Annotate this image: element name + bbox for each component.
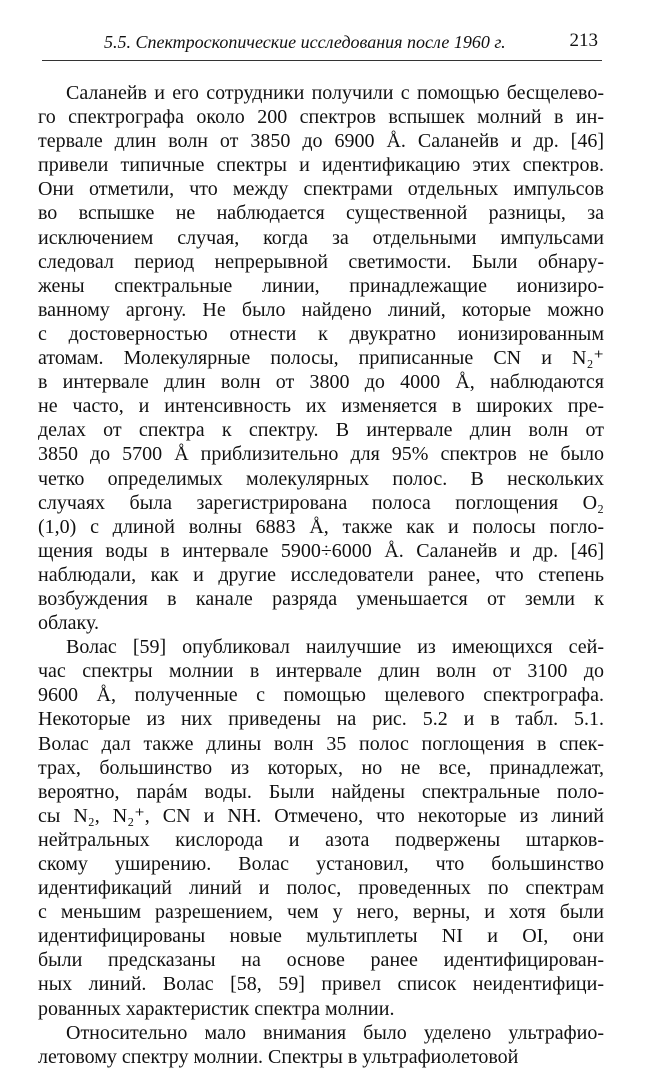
page-body [38,81,604,1069]
text-line: трах, большинство из которых, но не все, принадлежат, [38,756,604,779]
text-line: 3850 до 5700 Å приблизительно для 95% спектров не было [38,443,604,466]
text-line: жены спектральные линии, принадлежащие ионизиро- [38,274,604,297]
running-title: 5.5. Спектроскопические исследования после 1960 г. [104,32,506,52]
text-line: Относительно мало внимания было уделено ультрафио- [66,1021,604,1044]
page-number: 213 [569,30,598,51]
text-line: вероятно, парáм воды. Были найдены спектральные поло- [38,780,604,803]
text-line: с меньшим разрешением, чем у него, верны, и хотя были [38,901,604,924]
text-line: наблюдали, как и другие исследователи ранее, что степень [38,563,604,586]
text-line: атомам. Молекулярные полосы, приписанные CN и N₂⁺ [38,347,604,370]
paragraph-3 [38,1021,604,1069]
text-line: Саланейв и его сотрудники получили с помощью бесщелево- [66,82,604,104]
text-line: (1,0) с длиной волны 6883 Å, также как и полосы погло- [38,515,604,538]
text-line: были предсказаны на основе ранее идентифицирован- [38,949,604,972]
page-header [42,26,602,56]
text-line: в интервале длин волн от 3800 до 4000 Å, наблюдаются [38,371,604,394]
paragraph-2 [38,635,604,1021]
text-line: скому уширению. Волас установил, что большинство [38,853,604,875]
text-line: летовому спектру молнии. Спектры в ультрафиолетовой [38,1045,519,1068]
text-line: исключением случая, когда за отдельными импульсами [38,226,604,249]
text-line: го спектрографа около 200 спектров вспышек молний в ин- [38,106,604,129]
text-line: возбуждения в канале разряда уменьшается от земли к [38,587,604,610]
text-line: не часто, и интенсивность их изменяется в широких пре- [38,395,604,418]
text-line: облаку. [38,612,99,635]
text-line: с достоверностью отнести к двукратно ионизированным [38,322,604,345]
text-line: ванному аргону. Не было найдено линий, которые можно [38,298,604,321]
text-line: час спектры молнии в интервале длин волн от 3100 до [38,660,604,683]
text-line: во вспышке не наблюдается существенной разницы, за [38,202,604,225]
text-line: Некоторые из них приведены на рис. 5.2 и в табл. 5.1. [38,708,604,731]
text-line: четко определимых молекулярных полос. В нескольких [38,467,604,490]
text-line: щения воды в интервале 5900÷6000 Å. Саланейв и др. [46] [38,539,604,562]
text-line: Волас [59] опубликовал наилучшие из имеющихся сей- [66,636,604,659]
text-line: делах от спектра к спектру. В интервале длин волн от [38,419,604,442]
text-line: тервале длин волн от 3850 до 6900 Å. Саланейв и др. [46] [38,130,604,153]
text-line: Они отметили, что между спектрами отдельных импульсов [38,178,604,201]
text-line: ных линий. Волас [58, 59] привел список неидентифици- [38,973,604,996]
text-line: Волас дал также длины волн 35 полос поглощения в спек- [38,732,604,755]
text-line: 9600 Å, полученные с помощью щелевого спектрографа. [38,684,604,707]
text-line: сы N₂, N₂⁺, CN и NH. Отмечено, что некоторые из линий [38,804,604,827]
text-line: идентификаций линий и полос, проведенных по спектрам [38,877,604,900]
text-line: идентифицированы новые мультиплеты NI и OI, они [38,925,604,948]
header-rule [42,60,602,61]
paragraph-1 [38,81,604,635]
text-line: случаях была зарегистрирована полоса поглощения O₂ [38,491,604,514]
text-line: привели типичные спектры и идентификацию этих спектров. [38,154,604,177]
text-line: нейтральных кислорода и азота подвержены штарков- [38,828,604,851]
text-line: следовал период непрерывной светимости. Были обнару- [38,250,604,273]
text-line: рованных характеристик спектра молнии. [38,997,395,1020]
